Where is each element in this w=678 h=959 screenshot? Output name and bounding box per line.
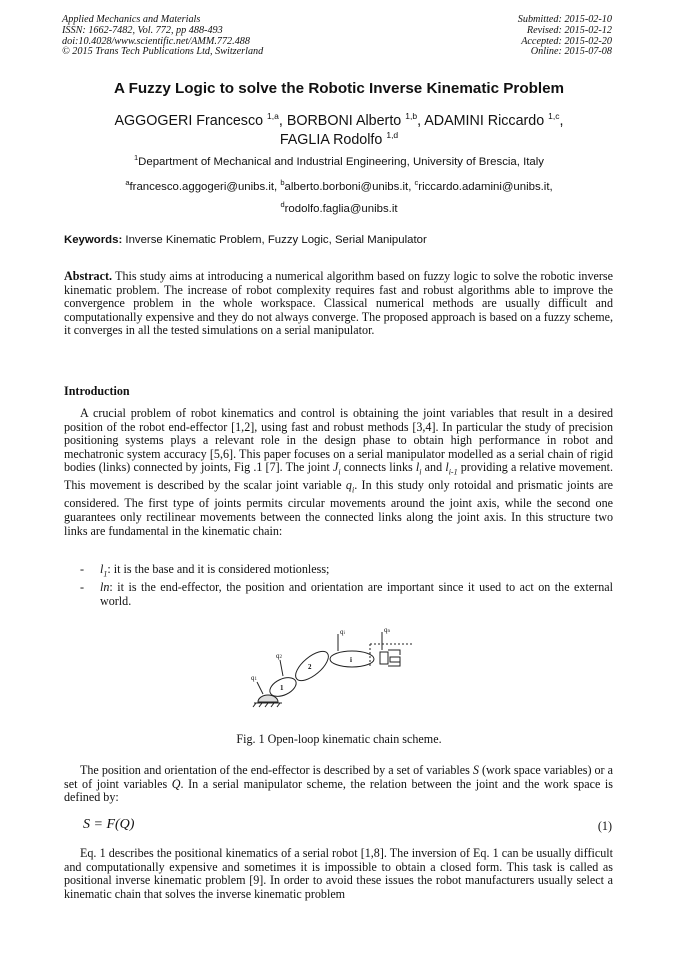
link-symbol: $l_i$ — [415, 460, 422, 477]
body-text: The position and orientation of the end-effector is described by a set of variables — [80, 763, 473, 777]
author-name: FAGLIA Rodolfo — [279, 132, 383, 148]
axis-q1 — [257, 682, 263, 694]
workspace-symbol: S — [472, 763, 479, 777]
journal-name: Applied Mechanics and Materials — [62, 14, 201, 25]
list-item-text: : it is the end-effector, the position and orientation are important since it used to act on the external world. — [100, 580, 613, 608]
email-list — [60, 176, 618, 220]
keywords — [64, 234, 427, 246]
intro-text: providing a relative movement. This movement is described by the scalar joint variable — [64, 460, 613, 493]
label-qi: qi — [340, 628, 345, 636]
copyright-line: © 2015 Trans Tech Publications Ltd, Switzerland — [62, 46, 264, 58]
author-affiliation-mark: 1,c — [548, 111, 560, 121]
email-mark: c — [414, 178, 419, 187]
body-text: . In a serial manipulator scheme, the relation between the joint and the work space is defined by: — [64, 776, 613, 805]
submitted-date: Submitted: 2015-02-10 — [517, 14, 612, 25]
list-item — [64, 563, 613, 581]
journal-header-right — [518, 15, 612, 58]
link-symbol: $l_{i-1}$ — [445, 460, 458, 477]
body-paragraph — [64, 764, 613, 805]
intro-text: and — [421, 460, 446, 475]
joint-variable-symbol: $q_i$ — [345, 478, 355, 495]
intro-text: connects links — [340, 460, 416, 475]
accepted-date: Accepted: 2015-02-20 — [521, 35, 612, 47]
author-name: ADAMINI Riccardo — [424, 113, 545, 129]
author-affiliation-mark: 1,a — [267, 111, 279, 121]
intro-text: . In this study only rotoidal and prismatic joints are considered. The first type of joints permits circular movements around the joint axis, while the second one guarantees only rectilinear movements between the connected links along the joint axis. In this structure two links are fundamental in the kinematic chain: — [64, 478, 613, 538]
label-q1: q1 — [251, 674, 257, 682]
link-symbol: $l_1$ — [100, 562, 108, 579]
link-symbol: ln — [100, 580, 110, 594]
email-mark: d — [280, 200, 285, 209]
email-mark: b — [280, 178, 285, 187]
label-link-2: 2 — [308, 663, 312, 671]
joint-symbol: $J_i$ — [332, 460, 341, 477]
introduction-heading: Introduction — [64, 384, 130, 398]
author-name: BORBONI Alberto — [286, 113, 402, 129]
gripper-tip — [390, 657, 400, 662]
abstract — [64, 270, 613, 338]
keywords-label: Keywords: — [64, 234, 123, 246]
intro-text: A crucial problem of robot kinematics and control is obtaining the joint variables that result in a desired position of the robot end-effector [1,2], using fast and robust methods [3,4]. In particular the study of precision positioning systems plays a relevant role in the design phase to obtain high performance in robot and mechatronic system accuracy [5,6]. This paper focuses on a serial manipulator modelled as a serial chain of rigid bodies (links) connected by joints, Fig .1 [7]. The joint — [64, 406, 613, 475]
body-text: (work space variables) or a set of joint variables — [64, 763, 613, 791]
doi-line: doi:10.4028/www.scientific.net/AMM.772.488 — [62, 35, 250, 47]
journal-header-left — [62, 15, 263, 58]
list-item-text: : it is the base and it is considered motionless; — [107, 562, 330, 576]
abstract-label: Abstract. — [64, 269, 113, 283]
paper-title: A Fuzzy Logic to solve the Robotic Inverse Kinematic Problem — [113, 80, 565, 97]
issn-line: ISSN: 1662-7482, Vol. 772, pp 488-493 — [62, 24, 223, 36]
label-link-1: 1 — [280, 684, 284, 692]
revised-date: Revised: 2015-02-12 — [526, 24, 612, 36]
email-link[interactable]: alberto.borboni@unibs.it, — [284, 181, 412, 193]
affiliation — [0, 153, 678, 168]
kinematic-chain-figure — [240, 620, 420, 715]
abstract-text: This study aims at introducing a numerical algorithm based on fuzzy logic to solve the robotic inverse kinematic problem. The increase of robot complexity requires fast and robust algorithms able to improve the convergence problem in the whole workspace. Classical numerical methods are usually difficult and computationally expensive and they do not always converge. The proposed approach is based on a fuzzy scheme, it converges in all the tested simulations on a serial manipulator. — [64, 269, 613, 338]
author-list: AGGOGERI Francesco $^{1,a}$, BORBONI Alberto $^{1,b}$, ADAMINI Riccardo $^{1,c}$, FAGLIA Rodolfo $^{1,d}$ — [114, 111, 564, 148]
joint-space-symbol: Q — [171, 776, 181, 791]
axis-q2 — [280, 660, 283, 676]
list-dash: - — [80, 562, 85, 576]
ground-hatch — [253, 703, 256, 707]
email-link[interactable]: riccardo.adamini@unibs.it, — [418, 181, 553, 193]
list-item — [64, 581, 613, 608]
label-qn: qn — [384, 626, 390, 634]
figure-caption: Fig. 1 Open-loop kinematic chain scheme. — [236, 732, 442, 746]
email-link[interactable]: francesco.aggogeri@unibs.it, — [129, 181, 278, 193]
list-dash: - — [80, 580, 85, 594]
author-affiliation-mark: 1,b — [405, 111, 418, 121]
link-2 — [291, 646, 333, 686]
body-paragraph: Eq. 1 describes the positional kinematics of a serial robot [1,8]. The inversion of Eq. 1 can be usually difficult and computationally expensive and sometimes it is impossible to obtain a closed form. This task is called as positional inverse kinematic problem [9]. In order to avoid these issues the robot manufacturers usually select a kinematic chain that solves the inverse kinematic problem — [64, 846, 613, 901]
keywords-text: Inverse Kinematic Problem, Fuzzy Logic, Serial Manipulator — [125, 234, 427, 246]
label-link-i: i — [350, 656, 352, 664]
link-i — [330, 651, 374, 667]
equation: S = F(Q) — [83, 817, 135, 832]
email-link[interactable]: rodolfo.faglia@unibs.it — [284, 203, 398, 215]
online-date: Online: 2015-07-08 — [530, 46, 612, 58]
introduction-paragraph — [64, 407, 613, 538]
author-affiliation-mark: 1,d — [386, 130, 399, 140]
author-name: AGGOGERI Francesco — [114, 113, 264, 129]
label-q2: q2 — [276, 652, 282, 660]
affiliation-mark: 1 — [133, 153, 139, 162]
link-list — [64, 563, 613, 608]
equation-number: (1) — [597, 819, 612, 833]
affiliation-text: Department of Mechanical and Industrial Engineering, University of Brescia, Italy — [138, 156, 544, 168]
end-effector-body — [380, 652, 388, 664]
email-mark: a — [125, 178, 130, 187]
